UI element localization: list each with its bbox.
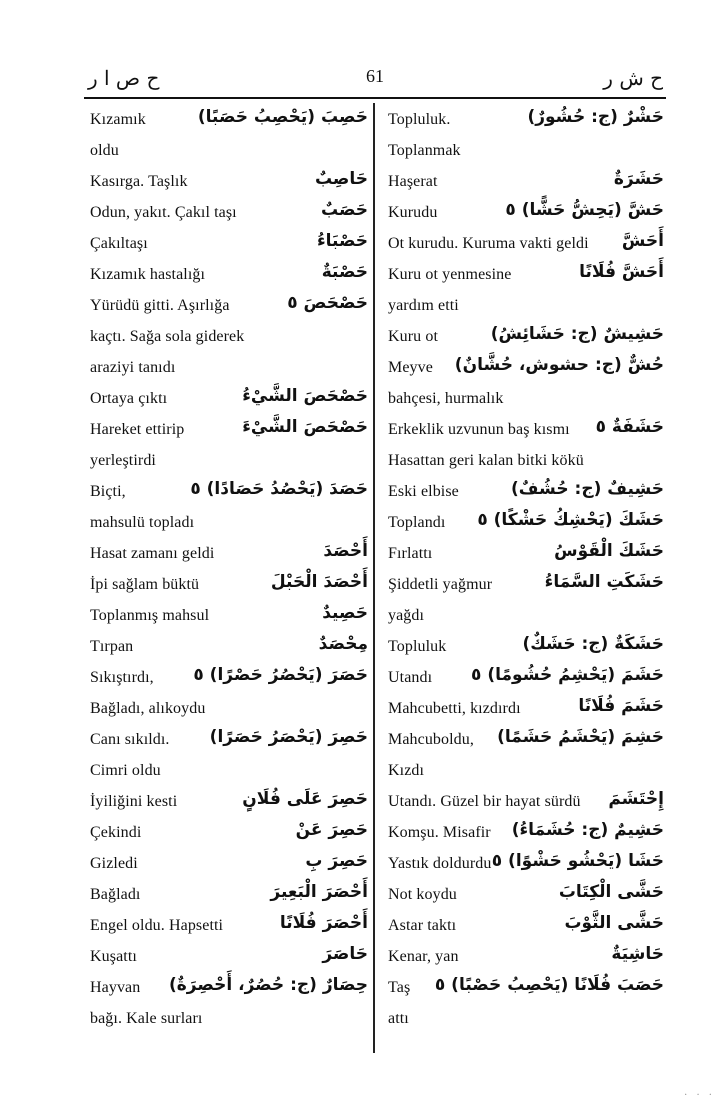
arabic-headword: حَشَمَ فُلَانًا [578, 696, 664, 716]
turkish-definition: Hareket ettirip [90, 421, 185, 438]
arabic-headword: مِحْصَدٌ [318, 634, 368, 654]
turkish-definition: bahçesi, hurmalık [388, 390, 504, 407]
turkish-definition: Kızdı [388, 762, 425, 779]
dictionary-row [90, 541, 368, 572]
dictionary-row [90, 510, 368, 541]
scan-speckles: · · · [684, 1090, 715, 1101]
turkish-definition: attı [388, 1010, 409, 1027]
dictionary-row [388, 1006, 664, 1037]
dictionary-row [388, 727, 664, 758]
arabic-headword: حَصَرَ (يَحْصُرُ حَصْرًا) ٥ [193, 665, 368, 685]
dictionary-row [90, 169, 368, 200]
dictionary-row [388, 696, 664, 727]
arabic-headword: حَصِرَ عَنْ [295, 820, 368, 840]
arabic-headword: إِحْتَشَمَ [608, 789, 664, 809]
arabic-headword: حَشَمَ (يَحْشِمُ حُشُومًا) ٥ [471, 665, 664, 685]
dictionary-row [388, 262, 664, 293]
arabic-headword: حَشَكَةٌ (ج: حَشَكٌ) [522, 634, 664, 654]
arabic-headword: حَاصِبٌ [314, 169, 368, 189]
turkish-definition: Şiddetli yağmur [388, 576, 493, 593]
arabic-headword: حَصِبَ (يَحْصِبُ حَصَبًا) [197, 107, 368, 127]
dictionary-row [90, 479, 368, 510]
turkish-definition: Kuru ot [388, 328, 439, 345]
arabic-headword: حَشِيفٌ (ج: حُشُفٌ) [511, 479, 664, 499]
arabic-headword: حَشَكَ (يَحْشِكُ حَشْكًا) ٥ [477, 510, 664, 530]
arabic-headword: حَصَبَ فُلَانًا (يَحْصِبُ حَصْبًا) ٥ [434, 975, 664, 995]
dictionary-row [388, 944, 664, 975]
right-column [388, 107, 664, 1037]
arabic-headword: حَصْحَصَ الشَّيْءُ [242, 386, 368, 406]
dictionary-row [90, 355, 368, 386]
turkish-definition: Haşerat [388, 173, 438, 190]
arabic-headword: حَصِيدٌ [322, 603, 368, 623]
dictionary-row [90, 138, 368, 169]
turkish-definition: yerleştirdi [90, 452, 156, 469]
turkish-definition: İpi sağlam büktü [90, 576, 200, 593]
dictionary-row [388, 479, 664, 510]
turkish-definition: Kuru ot yenmesine [388, 266, 512, 283]
turkish-definition: Topluluk [388, 638, 447, 655]
arabic-headword: حَشْرٌ (ج: حُشُورٌ) [527, 107, 664, 127]
arabic-headword: حَاصَرَ [322, 944, 368, 964]
dictionary-row [90, 820, 368, 851]
arabic-headword: حَشَكَتِ السَّمَاءُ [544, 572, 664, 592]
dictionary-row [388, 541, 664, 572]
dictionary-row [388, 851, 664, 882]
dictionary-row [388, 634, 664, 665]
turkish-definition: Çakıltaşı [90, 235, 148, 252]
arabic-headword: أَحَشَّ [621, 231, 664, 251]
arabic-headword: حَصِرَ (يَحْصَرُ حَصَرًا) [209, 727, 368, 747]
arabic-headword: حَاشِيَةٌ [611, 944, 664, 964]
dictionary-row [90, 417, 368, 448]
dictionary-row [388, 169, 664, 200]
dictionary-row [90, 200, 368, 231]
arabic-headword: أَحْصَرَ الْبَعِيرَ [270, 882, 368, 902]
turkish-definition: Biçti, [90, 483, 126, 500]
dictionary-row [388, 448, 664, 479]
dictionary-row [90, 386, 368, 417]
arabic-headword: حَشَا (يَحْشُو حَشْوًا) ٥ [491, 851, 664, 871]
turkish-definition: Utandı [388, 669, 433, 686]
dictionary-row [388, 231, 664, 262]
arabic-headword: حَشِيمٌ (ج: حُشَمَاءُ) [511, 820, 664, 840]
page-number: 61 [366, 66, 384, 86]
arabic-headword: حَصِرَ عَلَى فُلَانٍ [242, 789, 368, 809]
turkish-definition: Fırlattı [388, 545, 433, 562]
dictionary-row [90, 975, 368, 1006]
dictionary-row [388, 355, 664, 386]
turkish-definition: Bağladı [90, 886, 141, 903]
turkish-definition: İyiliğini kesti [90, 793, 178, 810]
turkish-definition: Komşu. Misafir [388, 824, 491, 841]
turkish-definition: Ortaya çıktı [90, 390, 168, 407]
turkish-definition: Kızamık hastalığı [90, 266, 206, 283]
dictionary-row [90, 1006, 368, 1037]
dictionary-row [388, 510, 664, 541]
dictionary-row [388, 789, 664, 820]
turkish-definition: Yürüdü gitti. Aşırlığa [90, 297, 230, 314]
arabic-headword: حَصْبَةٌ [321, 262, 368, 282]
turkish-definition: Gizledi [90, 855, 138, 872]
header-right-guide: ح ش ر [603, 66, 663, 90]
dictionary-row [90, 789, 368, 820]
dictionary-row [90, 634, 368, 665]
dictionary-row [90, 231, 368, 262]
turkish-definition: Toplandı [388, 514, 446, 531]
turkish-definition: bağı. Kale surları [90, 1010, 203, 1027]
arabic-headword: حَصَدَ (يَحْصُدُ حَصَادًا) ٥ [190, 479, 368, 499]
dictionary-row [90, 665, 368, 696]
dictionary-row [388, 913, 664, 944]
turkish-definition: yardım etti [388, 297, 459, 314]
turkish-definition: Kasırga. Taşlık [90, 173, 188, 190]
arabic-headword: حَشِمَ (يَحْشَمُ حَشَمًا) [497, 727, 664, 747]
dictionary-row [388, 665, 664, 696]
turkish-definition: Topluluk. [388, 111, 451, 128]
dictionary-row [388, 324, 664, 355]
dictionary-row [388, 200, 664, 231]
arabic-headword: حَصْحَصَ ٥ [287, 293, 368, 313]
dictionary-row [90, 107, 368, 138]
arabic-headword: حَصْبَاءُ [316, 231, 368, 251]
header-left-guide: ح ص ا ر [88, 66, 160, 90]
arabic-headword: حَشَّى الثَّوْبَ [564, 913, 664, 933]
turkish-definition: Meyve [388, 359, 433, 376]
dictionary-row [90, 727, 368, 758]
arabic-headword: أَحَشَّ فُلَانًا [579, 262, 664, 282]
turkish-definition: Toplanmak [388, 142, 461, 159]
column-divider [373, 103, 375, 1053]
turkish-definition: Astar taktı [388, 917, 457, 934]
turkish-definition: Kızamık [90, 111, 146, 128]
turkish-definition: Odun, yakıt. Çakıl taşı [90, 204, 237, 221]
turkish-definition: Mahcuboldu, [388, 731, 474, 748]
dictionary-row [388, 293, 664, 324]
turkish-definition: Hayvan [90, 979, 141, 996]
turkish-definition: Kenar, yan [388, 948, 459, 965]
dictionary-row [388, 603, 664, 634]
dictionary-row [90, 603, 368, 634]
turkish-definition: mahsulü topladı [90, 514, 195, 531]
arabic-headword: حَشَفَةٌ ٥ [595, 417, 664, 437]
dictionary-row [90, 913, 368, 944]
left-column [90, 107, 368, 1037]
arabic-headword: حَشَكَ الْقَوْسُ [554, 541, 664, 561]
header-rule [84, 97, 666, 99]
arabic-headword: حِصَارٌ (ج: حُصُرٌ، أَحْصِرَةٌ) [169, 975, 368, 995]
arabic-headword: حَشَرَةٌ [613, 169, 664, 189]
arabic-headword: حَصَبٌ [321, 200, 368, 220]
dictionary-row [90, 572, 368, 603]
arabic-headword: حُشٌّ (ج: حشوش، حُشَّانٌ) [454, 355, 664, 375]
turkish-definition: Hasat zamanı geldi [90, 545, 215, 562]
turkish-definition: Sıkıştırdı, [90, 669, 154, 686]
dictionary-row [90, 851, 368, 882]
dictionary-row [90, 882, 368, 913]
turkish-definition: araziyi tanıdı [90, 359, 176, 376]
dictionary-row [388, 975, 664, 1006]
turkish-definition: oldu [90, 142, 119, 159]
turkish-definition: Bağladı, alıkoydu [90, 700, 206, 717]
dictionary-row [388, 107, 664, 138]
dictionary-row [388, 820, 664, 851]
turkish-definition: Mahcubetti, kızdırdı [388, 700, 521, 717]
dictionary-row [90, 696, 368, 727]
arabic-headword: حَصِرَ بِ [305, 851, 368, 871]
turkish-definition: Hasattan geri kalan bitki kökü [388, 452, 584, 469]
dictionary-row [90, 758, 368, 789]
turkish-definition: yağdı [388, 607, 425, 624]
turkish-definition: Canı sıkıldı. [90, 731, 170, 748]
arabic-headword: حَشِيشٌ (ج: حَشَائِشُ) [490, 324, 664, 344]
turkish-definition: Ot kurudu. Kuruma vakti geldi [388, 235, 589, 252]
turkish-definition: kaçtı. Sağa sola giderek [90, 328, 245, 345]
page-header [88, 66, 663, 94]
turkish-definition: Eski elbise [388, 483, 459, 500]
dictionary-row [90, 324, 368, 355]
turkish-definition: Engel oldu. Hapsetti [90, 917, 224, 934]
arabic-headword: أَحْصَدَ الْحَبْلَ [270, 572, 368, 592]
turkish-definition: Yastık doldurdu [388, 855, 492, 872]
dictionary-row [90, 293, 368, 324]
arabic-headword: حَصْحَصَ الشَّيْءَ [242, 417, 368, 437]
turkish-definition: Tırpan [90, 638, 134, 655]
turkish-definition: Toplanmış mahsul [90, 607, 210, 624]
arabic-headword: أَحْصَدَ [323, 541, 368, 561]
turkish-definition: Utandı. Güzel bir hayat sürdü [388, 793, 581, 810]
dictionary-row [388, 417, 664, 448]
arabic-headword: أَحْصَرَ فُلَانًا [279, 913, 368, 933]
dictionary-row [388, 882, 664, 913]
dictionary-row [90, 944, 368, 975]
turkish-definition: Not koydu [388, 886, 457, 903]
dictionary-row [388, 386, 664, 417]
turkish-definition: Kuşattı [90, 948, 137, 965]
arabic-headword: حَشَّ (يَحِشُّ حَشًّا) ٥ [505, 200, 664, 220]
dictionary-row [90, 448, 368, 479]
dictionary-row [388, 758, 664, 789]
turkish-definition: Kurudu [388, 204, 438, 221]
arabic-headword: حَشَّى الْكِتَابَ [558, 882, 664, 902]
dictionary-row [90, 262, 368, 293]
turkish-definition: Cimri oldu [90, 762, 161, 779]
turkish-definition: Çekindi [90, 824, 142, 841]
dictionary-row [388, 138, 664, 169]
dictionary-row [388, 572, 664, 603]
turkish-definition: Taş [388, 979, 411, 996]
turkish-definition: Erkeklik uzvunun baş kısmı [388, 421, 570, 438]
